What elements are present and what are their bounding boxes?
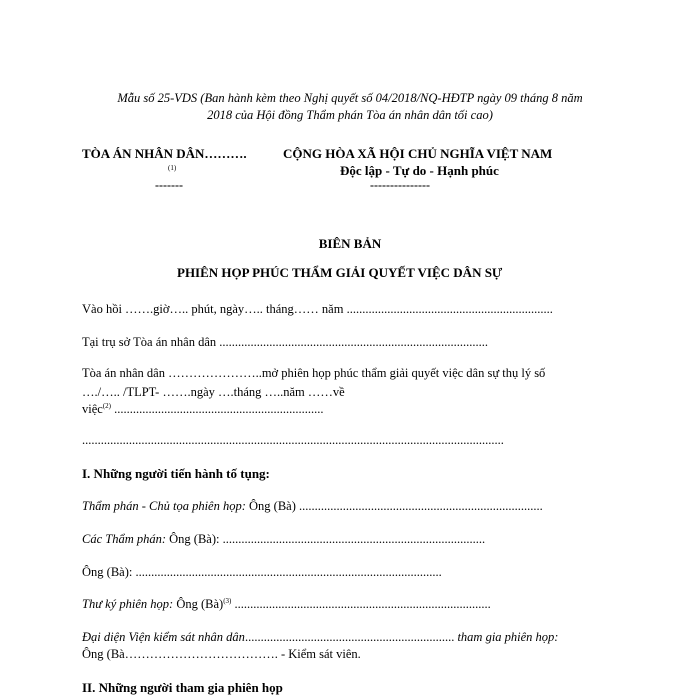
court-footnote-marker: (1) [168, 164, 177, 172]
procurator-line: Ông (Bà………………………………. - Kiểm sát viên. [82, 647, 361, 661]
case-subject-footnote: (2) [102, 402, 111, 410]
session-time-line: Vào hồi …….giờ….. phút, ngày….. tháng…… năm .................................................................. [82, 302, 553, 316]
judges-label: Các Thẩm phán: [82, 532, 167, 546]
other-judge-line: Ông (Bà): .................................................................................................. [82, 565, 442, 579]
document-subtitle: PHIÊN HỌP PHÚC THẨM GIẢI QUYẾT VIỆC DÂN SỰ [177, 265, 503, 280]
procuracy-dots: ................................................................... [244, 630, 455, 644]
session-place-line: Tại trụ sở Tòa án nhân dân ...................................................................................... [82, 335, 488, 349]
court-session-line-2: …./….. /TLPT- …….ngày ….tháng …..năm ……về [82, 385, 345, 399]
motto-dashes: --------------- [370, 178, 430, 192]
clerk-line [82, 597, 491, 612]
document-title: BIÊN BẢN [318, 236, 382, 251]
clerk-footnote: (3) [223, 597, 232, 605]
presiding-judge-line [82, 499, 543, 514]
presiding-judge-value: Ông (Bà) .............................................................................. [245, 499, 543, 513]
court-session-line-3 [82, 402, 324, 417]
form-note-line-2: 2018 của Hội đồng Thẩm phán Tòa án nhân dân tối cao) [207, 108, 493, 122]
case-subject-label: việc [82, 402, 103, 417]
clerk-label: Thư ký phiên họp: [82, 597, 174, 612]
case-subject-dots: ................................................................... [111, 402, 324, 417]
form-note-line-1: Mẫu số 25-VDS (Ban hành kèm theo Nghị quyết số 04/2018/NQ-HĐTP ngày 09 tháng 8 năm [117, 91, 583, 105]
blank-dotted-line: ....................................................................................................................................... [82, 433, 504, 447]
procuracy-suffix: tham gia phiên họp: [454, 630, 559, 644]
clerk-value: Ông (Bà) [173, 597, 224, 612]
procuracy-line [82, 630, 558, 645]
court-session-line-1: Tòa án nhân dân …………………..mở phiên họp phúc thẩm giải quyết việc dân sự thụ lý số [82, 366, 546, 380]
presiding-judge-label: Thẩm phán - Chủ tọa phiên họp: [82, 499, 246, 513]
procuracy-label: Đại diện Viện kiểm sát nhân dân [82, 630, 245, 644]
nation-name: CỘNG HÒA XÃ HỘI CHỦ NGHĨA VIỆT NAM [283, 146, 553, 161]
section-2-heading: II. Những người tham gia phiên họp [82, 680, 283, 695]
judges-value: Ông (Bà): .................................................................................... [166, 532, 486, 546]
court-name: TÒA ÁN NHÂN DÂN………. [82, 146, 247, 161]
section-1-heading: I. Những người tiến hành tố tụng: [82, 466, 270, 481]
court-dashes: ------- [155, 178, 183, 192]
judges-line [82, 532, 485, 547]
clerk-dots: .................................................................................. [231, 597, 491, 612]
national-motto: Độc lập - Tự do - Hạnh phúc [340, 163, 499, 178]
